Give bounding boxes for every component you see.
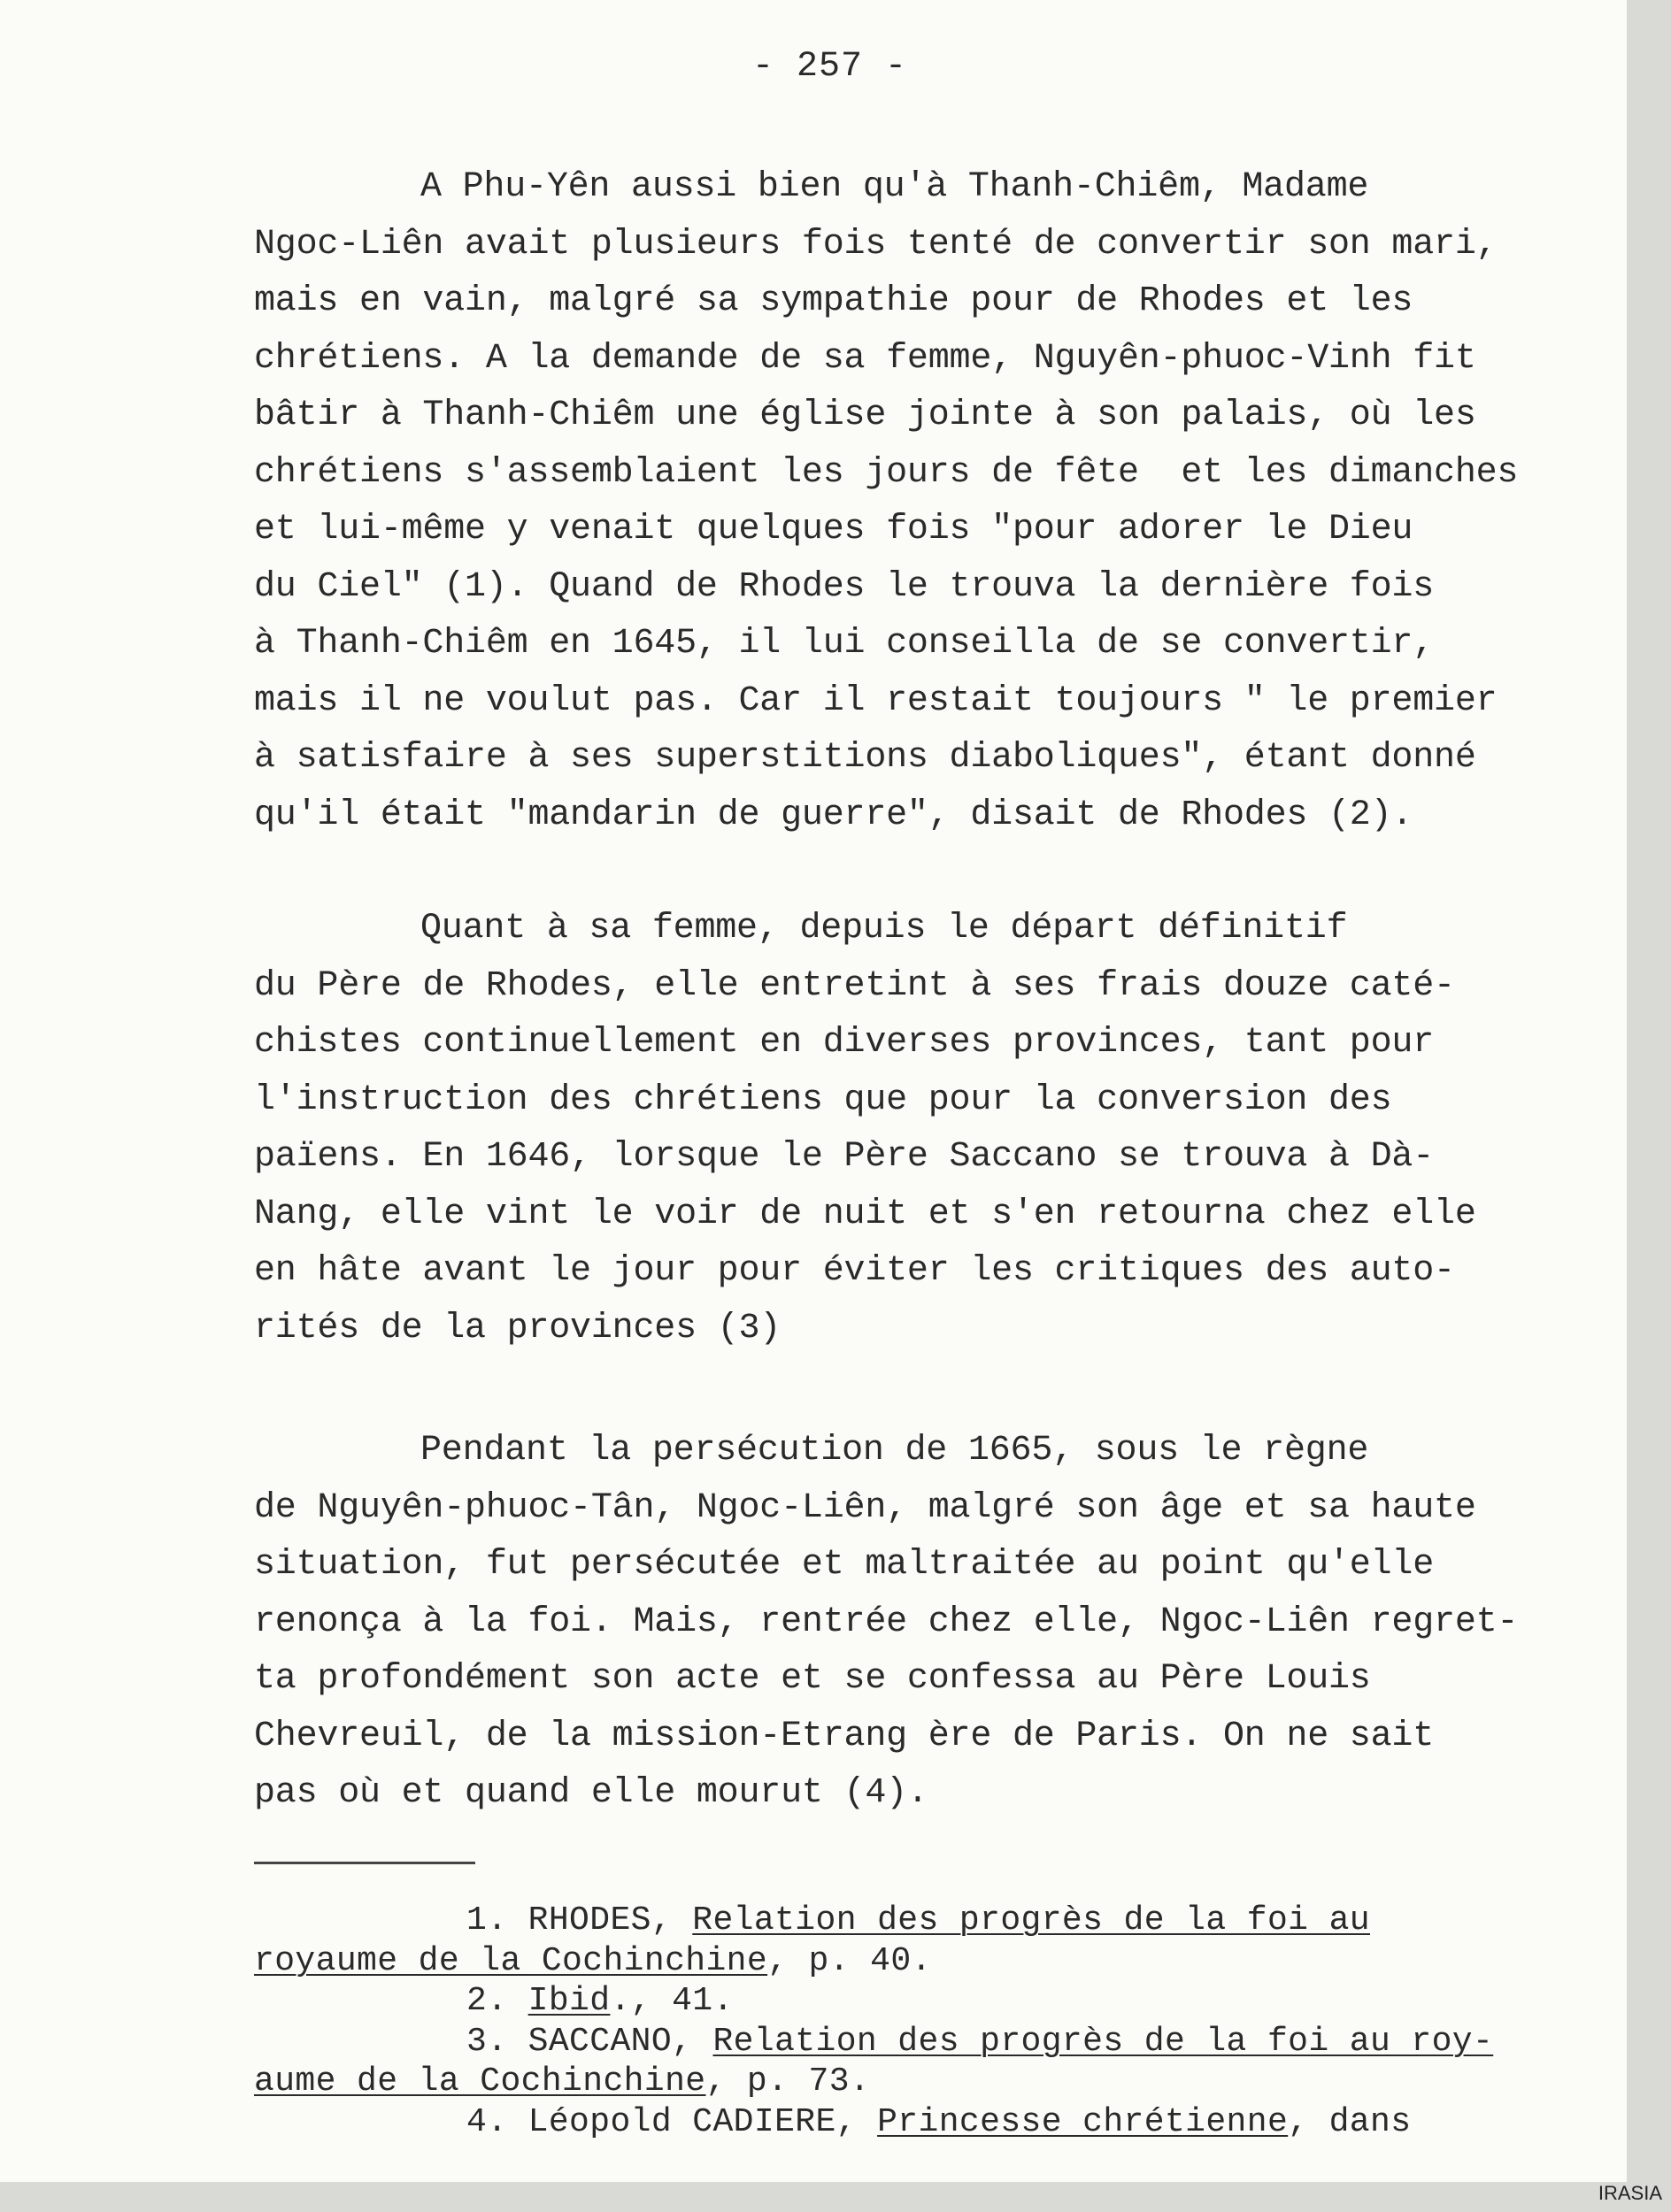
text-line: chrétiens. A la demande de sa femme, Nguyên-phuoc-Vinh fit [254, 338, 1476, 379]
footnote-title: Relation des progrès de la foi au [692, 1901, 1370, 1939]
footnote-number: 4. [466, 2102, 528, 2141]
text-line: mais en vain, malgré sa sympathie pour de Rhodes et les [254, 281, 1413, 321]
footnote-1 [254, 1901, 1493, 1941]
page-number: - 257 - [752, 47, 908, 87]
text-line: qu'il était "mandarin de guerre", disait de Rhodes (2). [254, 795, 1413, 835]
text-line: de Nguyên-phuoc-Tân, Ngoc-Liên, malgré son âge et sa haute [254, 1487, 1476, 1528]
paragraph-2 [254, 901, 1476, 1357]
text-line: à satisfaire à ses superstitions diaboliques", étant donné [254, 738, 1476, 778]
text-line: rités de la provinces (3) [254, 1308, 782, 1348]
text-line: A Phu-Yên aussi bien qu'à Thanh-Chiêm, Madame [420, 167, 1369, 207]
footnote-page: , dans [1288, 2102, 1412, 2141]
text-line: du Père de Rhodes, elle entretint à ses frais douze caté- [254, 965, 1455, 1006]
footnotes [254, 1901, 1493, 2142]
text-line: chrétiens s'assemblaient les jours de fête et les dimanches [254, 452, 1519, 493]
footnote-number: 2. [466, 1982, 528, 2020]
footnote-3-cont [254, 2062, 1493, 2102]
text-line: renonça à la foi. Mais, rentrée chez elle, Ngoc-Liên regret- [254, 1601, 1519, 1642]
footnote-title: Relation des progrès de la foi au roy- [712, 2022, 1494, 2061]
footnote-title: Ibid [527, 1982, 611, 2020]
footnote-title: aume de la Cochinchine [254, 2062, 706, 2101]
text-line: du Ciel" (1). Quand de Rhodes le trouva la dernière fois [254, 566, 1435, 607]
text-line: l'instruction des chrétiens que pour la conversion des [254, 1079, 1392, 1120]
footnote-number: 3. [466, 2022, 528, 2061]
text-line: chistes continuellement en diverses provinces, tant pour [254, 1023, 1435, 1063]
footnote-title: royaume de la Cochinchine [254, 1941, 768, 1980]
footnote-page: ., 41. [610, 1982, 734, 2020]
footnote-3 [254, 2022, 1493, 2062]
paragraph-3 [254, 1423, 1518, 1823]
footnote-4 [254, 2102, 1493, 2143]
text-line: en hâte avant le jour pour éviter les critiques des auto- [254, 1251, 1455, 1291]
text-line: Quant à sa femme, depuis le départ définitif [420, 909, 1348, 949]
footnote-1-cont [254, 1941, 1493, 1982]
watermark: IRASIA [1598, 2182, 1662, 2204]
footnote-author: Léopold CADIERE, [527, 2102, 878, 2141]
text-line: pas où et quand elle mourut (4). [254, 1773, 928, 1813]
paragraph-1 [254, 159, 1518, 844]
text-line: situation, fut persécutée et maltraitée au point qu'elle [254, 1545, 1435, 1585]
text-line: Chevreuil, de la mission-Etrang ère de Paris. On ne sait [254, 1716, 1435, 1756]
footnote-number: 1. [466, 1901, 528, 1939]
text-line: Pendant la persécution de 1665, sous le règne [420, 1431, 1369, 1471]
text-line: bâtir à Thanh-Chiêm une église jointe à son palais, où les [254, 396, 1476, 435]
text-line: Ngoc-Liên avait plusieurs fois tenté de convertir son mari, [254, 224, 1498, 265]
footnote-separator [254, 1862, 475, 1864]
text-line: ta profondément son acte et se confessa au Père Louis [254, 1659, 1371, 1699]
footnote-2 [254, 1981, 1493, 2022]
text-line: païens. En 1646, lorsque le Père Saccano se trouva à Dà- [254, 1137, 1435, 1177]
text-line: à Thanh-Chiêm en 1645, il lui conseilla de se convertir, [254, 624, 1435, 664]
footnote-author: SACCANO, [527, 2022, 713, 2061]
text-line: et lui-même y venait quelques fois "pour adorer le Dieu [254, 510, 1413, 549]
text-line: mais il ne voulut pas. Car il restait toujours " le premier [254, 680, 1498, 721]
footnote-page: , p. 73. [705, 2062, 871, 2101]
text-line: Nang, elle vint le voir de nuit et s'en retourna chez elle [254, 1194, 1476, 1234]
footnote-page: , p. 40. [767, 1941, 932, 1980]
footnote-title: Princesse chrétienne [877, 2102, 1289, 2141]
footnote-author: RHODES, [527, 1901, 693, 1939]
